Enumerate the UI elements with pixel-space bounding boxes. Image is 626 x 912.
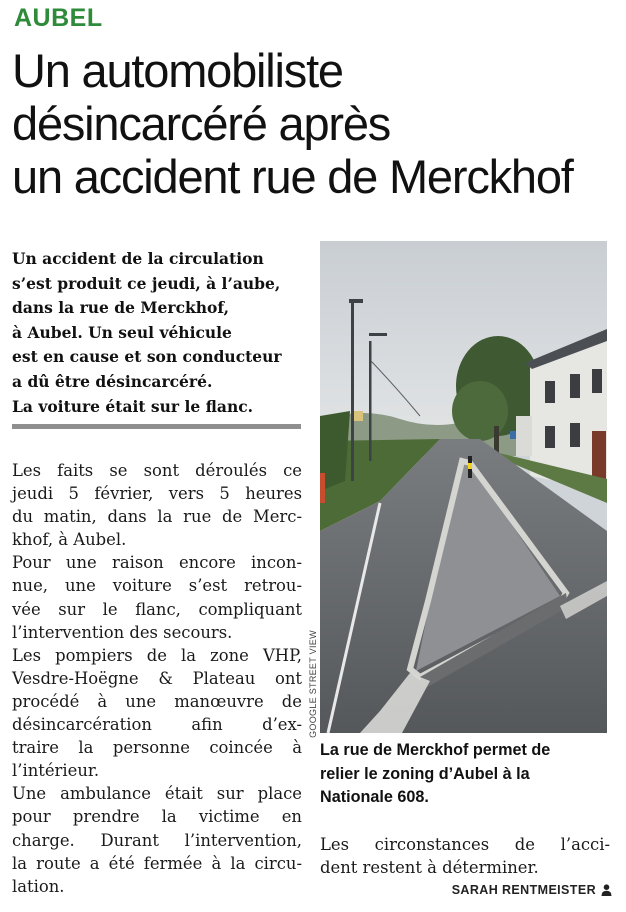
closing-line: Les circonstances de l’acci- [320, 835, 610, 854]
closing-text [320, 833, 610, 879]
caption-line: Nationale 608. [320, 788, 429, 806]
body-line: Une ambulance était sur place [12, 784, 302, 804]
street-photo [320, 241, 607, 733]
body-line: vée sur le flanc, compliquant [12, 599, 302, 619]
lede-line: La voiture était sur le flanc. [12, 396, 254, 416]
headline [12, 44, 616, 203]
body-line: procédé à une manœuvre de [12, 691, 302, 711]
headline-line: un accident rue de Merckhof [12, 150, 573, 203]
body-line: pour prendre la victime en [12, 807, 302, 827]
lede-divider [12, 424, 301, 429]
body-line: traire la personne coincée à [12, 738, 302, 758]
section-kicker: AUBEL [14, 4, 103, 32]
body-line: nue, une voiture s’est retrou- [12, 576, 302, 596]
caption-line: relier le zoning d’Aubel à la [320, 764, 530, 783]
body-line: lation. [12, 876, 65, 896]
body-line: Pour une raison encore incon- [12, 553, 302, 573]
byline [452, 883, 612, 897]
user-icon [601, 884, 612, 896]
body-line: charge. Durant l’intervention, [12, 830, 302, 850]
author-name: SARAH RENTMEISTER [451, 883, 596, 897]
headline-line: Un automobiliste [12, 44, 343, 97]
body-line: jeudi 5 février, vers 5 heures [12, 484, 302, 504]
body-line: désincarcération afin d’ex- [12, 715, 302, 735]
body-line: khof, à Aubel. [12, 530, 127, 550]
lede [12, 247, 304, 419]
photo-caption [320, 739, 610, 810]
headline-line: désincarcéré après [12, 97, 391, 150]
body-line: l’intérieur. [12, 761, 100, 781]
lede-line: est en cause et son conducteur [12, 347, 282, 367]
photo-credit-text: GOOGLE STREET VIEW [308, 630, 318, 738]
lede-line: s’est produit ce jeudi, à l’aube, [12, 273, 281, 293]
closing-line: dent restent à déterminer. [320, 858, 539, 878]
caption-line: La rue de Merckhof permet de [320, 741, 551, 759]
body-text [12, 459, 302, 898]
lede-line: dans la rue de Merckhof, [12, 298, 230, 318]
body-line: Les faits se sont déroulés ce [12, 461, 302, 480]
body-line: la route a été fermée à la circu- [12, 853, 302, 873]
body-line: Vesdre-Hoëgne & Plateau ont [12, 668, 302, 688]
body-line: l’intervention des secours. [12, 622, 233, 642]
lede-line: a dû être désincarcéré. [12, 371, 213, 391]
lede-line: à Aubel. Un seul véhicule [12, 322, 232, 342]
body-line: du matin, dans la rue de Merc- [12, 507, 302, 527]
lede-line: Un accident de la circulation [12, 249, 264, 268]
photo-credit [306, 630, 320, 738]
street-photo-illustration [320, 241, 607, 733]
body-line: Les pompiers de la zone VHP, [12, 645, 302, 665]
